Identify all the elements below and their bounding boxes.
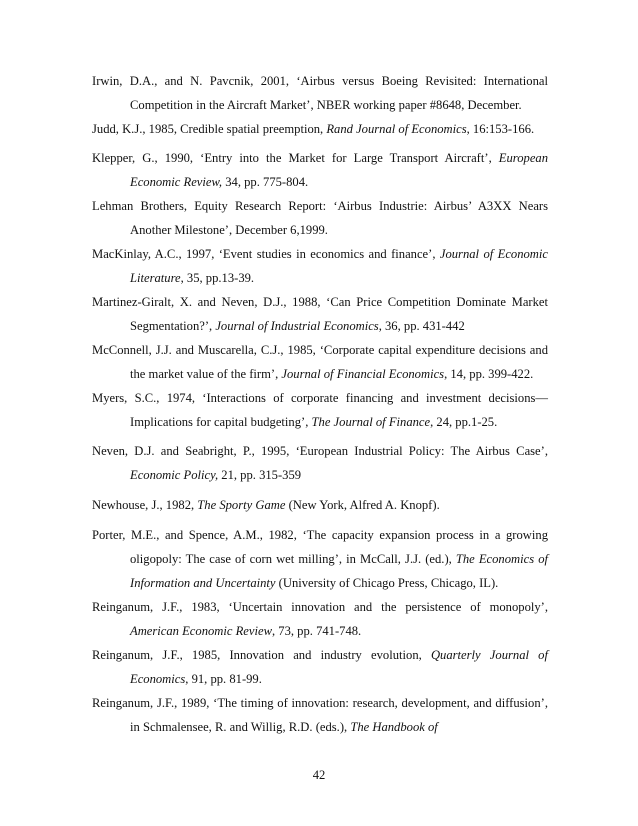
page-number: 42	[312, 768, 326, 782]
reference-list	[92, 69, 548, 739]
reference-source-title: Quarterly Journal of Economics	[130, 648, 548, 686]
reference-text: Irwin, D.A., and N. Pavcnik, 2001, ‘Airbus versus Boeing Revisited: International Competition in the Aircraft Market’, NBER working paper #8648, December.	[92, 74, 548, 112]
reference-text: Neven, D.J. and Seabright, P., 1995, ‘European Industrial Policy: The Airbus Case’,	[92, 444, 548, 458]
reference-text: (New York, Alfred A. Knopf).	[285, 498, 440, 512]
reference-entry	[92, 595, 548, 643]
reference-entry	[92, 523, 548, 595]
reference-text: , 35, pp.13-39.	[180, 271, 255, 285]
reference-source-title: American Economic Review	[130, 624, 272, 638]
reference-text: McConnell, J.J. and Muscarella, C.J., 1985, ‘Corporate capital expenditure decisions and the market value of the firm’,	[92, 343, 548, 381]
reference-text: Newhouse, J., 1982,	[92, 498, 198, 512]
reference-text: , 24, pp.1-25.	[430, 415, 498, 429]
reference-source-title: The Handbook of	[350, 720, 438, 734]
reference-entry	[92, 691, 548, 739]
reference-text: , 16:153-166.	[466, 122, 535, 136]
reference-entry	[92, 194, 548, 242]
reference-text: (University of Chicago Press, Chicago, IL).	[275, 576, 499, 590]
reference-text: 21, pp. 315-359	[218, 468, 302, 482]
reference-source-title: Economic Policy,	[130, 468, 219, 482]
reference-text: Porter, M.E., and Spence, A.M., 1982, ‘The capacity expansion process in a growing oligopoly: The case of corn wet milling’, in McCall, J.J. (ed.),	[92, 528, 548, 566]
reference-source-title: Journal of Financial Economics	[281, 367, 445, 381]
reference-source-title: Rand Journal of Economics	[326, 122, 467, 136]
reference-text: Judd, K.J., 1985, Credible spatial preemption,	[92, 122, 327, 136]
reference-entry	[92, 290, 548, 338]
reference-text: , 73, pp. 741-748.	[271, 624, 362, 638]
reference-text: Reinganum, J.F., 1985, Innovation and industry evolution,	[92, 648, 431, 662]
reference-text: Klepper, G., 1990, ‘Entry into the Market for Large Transport Aircraft’,	[92, 151, 499, 165]
reference-text: Reinganum, J.F., 1983, ‘Uncertain innovation and the persistence of monopoly’,	[92, 600, 548, 614]
reference-source-title: Journal of Economic Literature	[130, 247, 548, 285]
reference-text: , 36, pp. 431-442	[378, 319, 465, 333]
reference-entry	[92, 338, 548, 386]
reference-entry	[92, 643, 548, 691]
reference-entry	[92, 386, 548, 434]
reference-source-title: European Economic Review,	[130, 151, 548, 189]
reference-text: Reinganum, J.F., 1989, ‘The timing of innovation: research, development, and diffusion’, in Schmalensee, R. and Willig, R.D. (eds.),	[92, 696, 548, 734]
reference-text: , 91, pp. 81-99.	[185, 672, 262, 686]
reference-text: Martinez-Giralt, X. and Neven, D.J., 1988, ‘Can Price Competition Dominate Market Segmentation?’,	[92, 295, 548, 333]
reference-source-title: Journal of Industrial Economics	[215, 319, 379, 333]
reference-entry	[92, 439, 548, 487]
reference-text: 34, pp. 775-804.	[222, 175, 309, 189]
reference-entry	[92, 146, 548, 194]
reference-entry	[92, 242, 548, 290]
reference-entry	[92, 69, 548, 117]
reference-source-title: The Sporty Game	[197, 498, 286, 512]
reference-entry	[92, 117, 548, 141]
reference-text: Myers, S.C., 1974, ‘Interactions of corporate financing and investment decisions—Implications for capital budgeting’,	[92, 391, 548, 429]
reference-text: Lehman Brothers, Equity Research Report: ‘Airbus Industrie: Airbus’ A3XX Nears Another Milestone’, December 6,1999.	[92, 199, 548, 237]
reference-source-title: The Journal of Finance	[311, 415, 431, 429]
reference-source-title: The Economics of Information and Uncertainty	[130, 552, 548, 590]
reference-text: , 14, pp. 399-422.	[444, 367, 534, 381]
reference-entry	[92, 493, 548, 517]
reference-text: MacKinlay, A.C., 1997, ‘Event studies in economics and finance’,	[92, 247, 440, 261]
